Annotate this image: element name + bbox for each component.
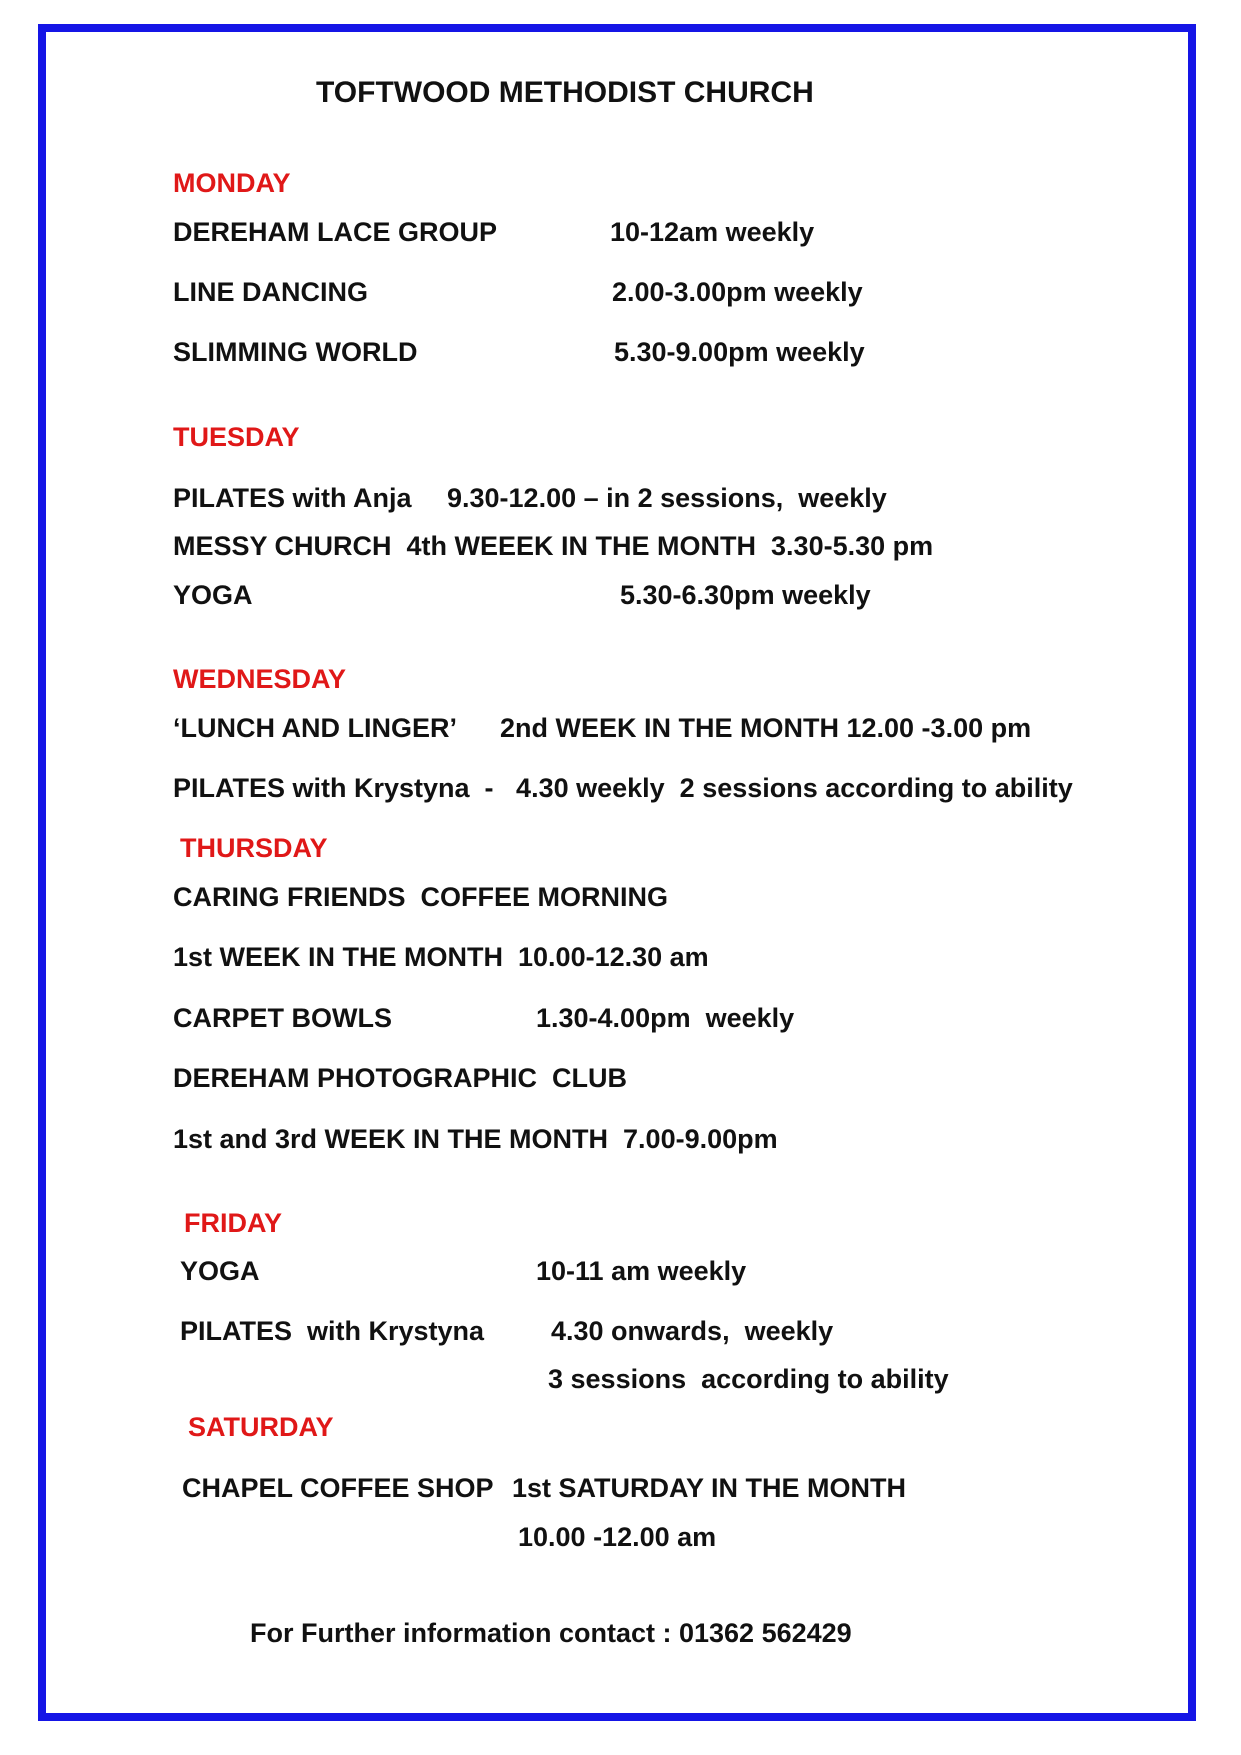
tuesday-time-yoga: 5.30-6.30pm weekly [620, 580, 871, 610]
monday-activity-lace: DEREHAM LACE GROUP [173, 217, 498, 247]
page-title: TOFTWOOD METHODIST CHURCH [316, 76, 814, 109]
thursday-photo-club: DEREHAM PHOTOGRAPHIC CLUB [173, 1063, 628, 1093]
saturday-activity-coffee: CHAPEL COFFEE SHOP [182, 1473, 494, 1503]
tuesday-messy-church: MESSY CHURCH 4th WEEEK IN THE MONTH 3.30-5.30 pm [173, 531, 934, 561]
tuesday-heading: TUESDAY [173, 422, 300, 452]
friday-pilates-sessions: 3 sessions according to ability [548, 1364, 949, 1394]
monday-time-line-dancing: 2.00-3.00pm weekly [612, 277, 863, 307]
wednesday-activity-lunch: ‘LUNCH AND LINGER’ [173, 713, 457, 743]
thursday-activity-bowls: CARPET BOWLS [173, 1003, 392, 1033]
tuesday-activity-pilates: PILATES with Anja [173, 483, 412, 513]
thursday-time-bowls: 1.30-4.00pm weekly [536, 1003, 795, 1033]
saturday-time-coffee: 10.00 -12.00 am [518, 1522, 717, 1552]
contact-footer: For Further information contact : 01362 562429 [250, 1618, 852, 1648]
monday-time-lace: 10-12am weekly [610, 217, 815, 247]
tuesday-time-pilates: 9.30-12.00 – in 2 sessions, weekly [447, 483, 887, 513]
thursday-heading: THURSDAY [180, 833, 328, 863]
monday-heading: MONDAY [173, 168, 291, 198]
friday-activity-pilates: PILATES with Krystyna [180, 1316, 485, 1346]
monday-time-slimming: 5.30-9.00pm weekly [614, 337, 865, 367]
friday-time-pilates: 4.30 onwards, weekly [551, 1316, 834, 1346]
friday-time-yoga: 10-11 am weekly [536, 1256, 747, 1286]
wednesday-pilates: PILATES with Krystyna - 4.30 weekly 2 sessions according to ability [173, 773, 1073, 803]
monday-activity-line-dancing: LINE DANCING [173, 277, 368, 307]
wednesday-time-lunch: 2nd WEEK IN THE MONTH 12.00 -3.00 pm [500, 713, 1032, 743]
saturday-when-coffee: 1st SATURDAY IN THE MONTH [512, 1473, 907, 1503]
tuesday-activity-yoga: YOGA [173, 580, 253, 610]
thursday-caring-friends: CARING FRIENDS COFFEE MORNING [173, 882, 669, 912]
friday-activity-yoga: YOGA [180, 1256, 260, 1286]
wednesday-heading: WEDNESDAY [173, 664, 347, 694]
monday-activity-slimming: SLIMMING WORLD [173, 337, 418, 367]
saturday-heading: SATURDAY [188, 1412, 334, 1442]
thursday-photo-club-time: 1st and 3rd WEEK IN THE MONTH 7.00-9.00pm [173, 1124, 778, 1154]
friday-heading: FRIDAY [184, 1208, 283, 1238]
thursday-caring-friends-time: 1st WEEK IN THE MONTH 10.00-12.30 am [173, 942, 709, 972]
